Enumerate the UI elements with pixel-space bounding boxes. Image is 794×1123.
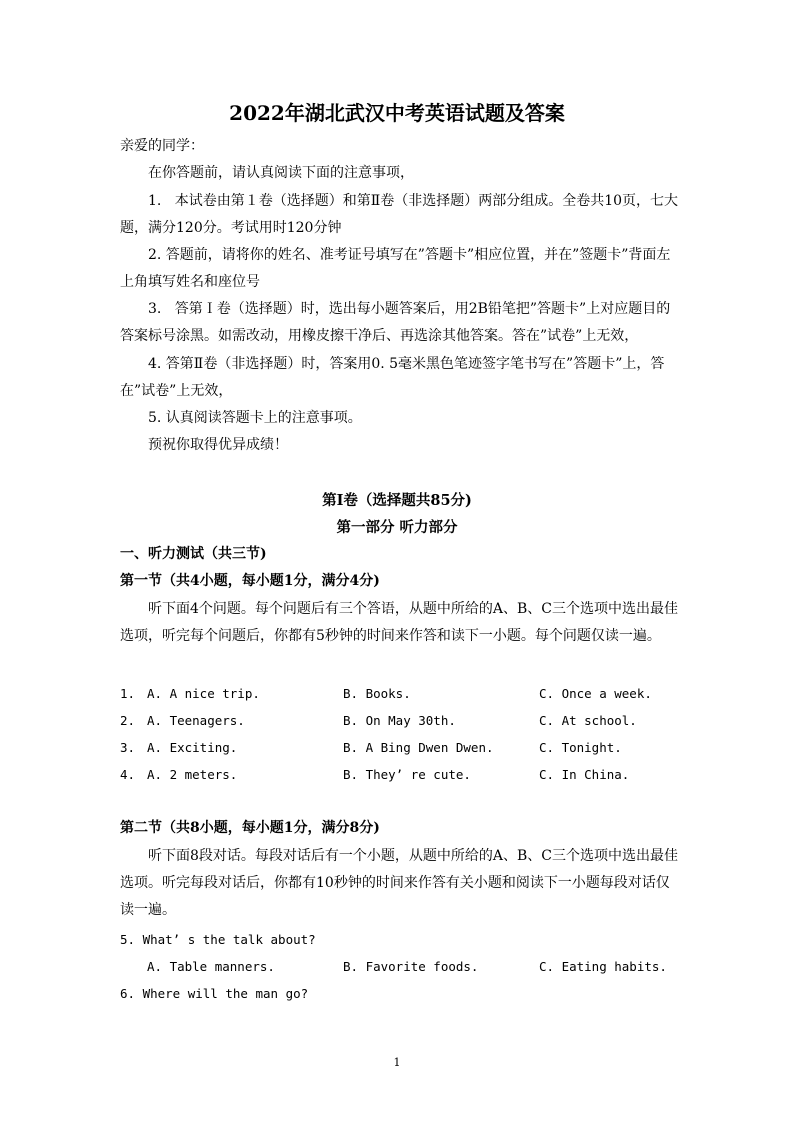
question-number: 4. (120, 767, 136, 782)
option-a: A. Exciting. (147, 740, 238, 755)
question-5-options (120, 953, 680, 980)
question-row (120, 734, 680, 761)
option-c: C. Once a week. (539, 686, 652, 701)
section1-heading: 第一节（共4小题，每小题1分，满分4分) (120, 573, 380, 589)
question-number: 2. (120, 713, 136, 728)
greeting: 亲爱的同学： (120, 138, 204, 154)
page-number: 1 (393, 1056, 401, 1069)
question-number: 1. (120, 686, 136, 701)
section2-heading: 第二节（共8小题，每小题1分，满分8分) (120, 820, 380, 836)
intro-text: 在你答题前，请认真阅读下面的注意事项， (148, 165, 414, 181)
option-a: A. Teenagers. (147, 713, 245, 728)
note-item: 3. 答第Ｉ卷（选择题）时，选出每小题答案后，用2B铅笔把”答题卡”上对应题目的答案标号涂黑。如需改动，用橡皮擦干净后、再选涂其他答案。答在”试卷”上无效， (120, 301, 671, 344)
note-item: 4. 答第Ⅱ卷（非选择题）时，答案用0. 5毫米黑色笔迹签字笔书写在”答题卡”上，答在”试卷”上无效， (120, 356, 665, 399)
part1-subtitle: 第一部分 听力部分 (336, 519, 458, 536)
section1-instruction: 听下面4个问题。每个问题后有三个答语，从题中所给的A、B、C三个选项中选出最佳选项，听完每个问题后，你都有5秒钟的时间来作答和读下一小题。每个问题仅读一遍。 (120, 601, 679, 644)
page-title: 2022年湖北武汉中考英语试题及答案 (229, 101, 565, 125)
question-6: 6. Where will the man go? (120, 986, 309, 1001)
question-number: 3. (120, 740, 136, 755)
question-row (120, 761, 680, 788)
option-b: B. On May 30th. (343, 713, 456, 728)
option-b: B. They’ re cute. (343, 767, 471, 782)
question-row (120, 680, 680, 707)
note-item: 5. 认真阅读答题卡上的注意事项。 (148, 410, 362, 426)
option-c: C. Eating habits. (539, 959, 667, 974)
section2-instruction: 听下面8段对话。每段对话后有一个小题，从题中所给的A、B、C三个选项中选出最佳选项。听完每段对话后，你都有10秒钟的时间来作答有关小题和阅读下一小题每段对话仅读一遍。 (120, 848, 679, 918)
option-c: C. In China. (539, 767, 630, 782)
option-a: A. Table manners. (147, 959, 275, 974)
note-item: 1. 本试卷由第１卷（选择题）和第Ⅱ卷（非选择题）两部分组成。全卷共10页，七大题，满分120分。考试用时120分钟 (120, 193, 679, 236)
option-b: B. Books. (343, 686, 411, 701)
wish-text: 预祝你取得优异成绩！ (148, 437, 288, 453)
note-item: 2. 答题前，请将你的姓名、准考证号填写在”答题卡”相应位置，并在”签题卡”背面左上角填写姓名和座位号 (120, 247, 671, 290)
option-b: B. A Bing Dwen Dwen. (343, 740, 494, 755)
option-b: B. Favorite foods. (343, 959, 479, 974)
question-5: 5. What’ s the talk about? (120, 932, 316, 947)
option-c: C. Tonight. (539, 740, 622, 755)
option-a: A. A nice trip. (147, 686, 260, 701)
option-a: A. 2 meters. (147, 767, 238, 782)
question-row (120, 707, 680, 734)
part1-title: 第Ⅰ卷（选择题共85分) (322, 492, 472, 509)
section-title: 一、听力测试（共三节) (120, 546, 267, 562)
option-c: C. At school. (539, 713, 637, 728)
